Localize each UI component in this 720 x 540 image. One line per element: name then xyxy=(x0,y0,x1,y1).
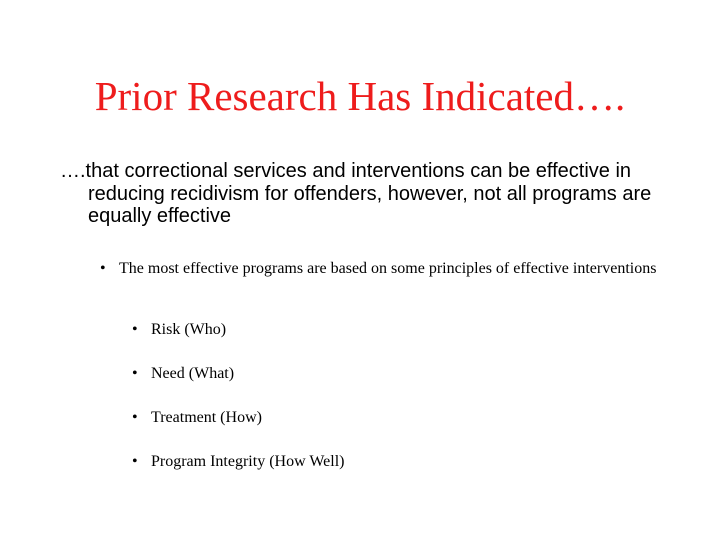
principle-label: Treatment (How) xyxy=(151,409,262,426)
principle-label: Program Integrity (How Well) xyxy=(151,453,345,470)
principle-item-need xyxy=(132,364,234,384)
lead-paragraph: ….that correctional services and interventions can be effective in reducing recidivism for offenders, however, not all programs are equally effective xyxy=(60,160,652,227)
bullet-marker: • xyxy=(132,365,138,382)
bullet-marker: • xyxy=(100,260,106,277)
principle-item-treatment xyxy=(132,408,262,428)
bullet-marker: • xyxy=(132,321,138,338)
principle-item-risk xyxy=(132,320,226,340)
bullet-marker: • xyxy=(132,409,138,426)
main-bullet-text: The most effective programs are based on some principles of effective interventions xyxy=(119,260,657,277)
principle-item-program-integrity xyxy=(132,452,344,472)
slide-title: Prior Research Has Indicated…. xyxy=(94,73,626,119)
principle-label: Risk (Who) xyxy=(151,321,227,338)
principle-label: Need (What) xyxy=(151,365,235,382)
main-bullet xyxy=(100,260,679,278)
bullet-marker: • xyxy=(132,453,138,470)
